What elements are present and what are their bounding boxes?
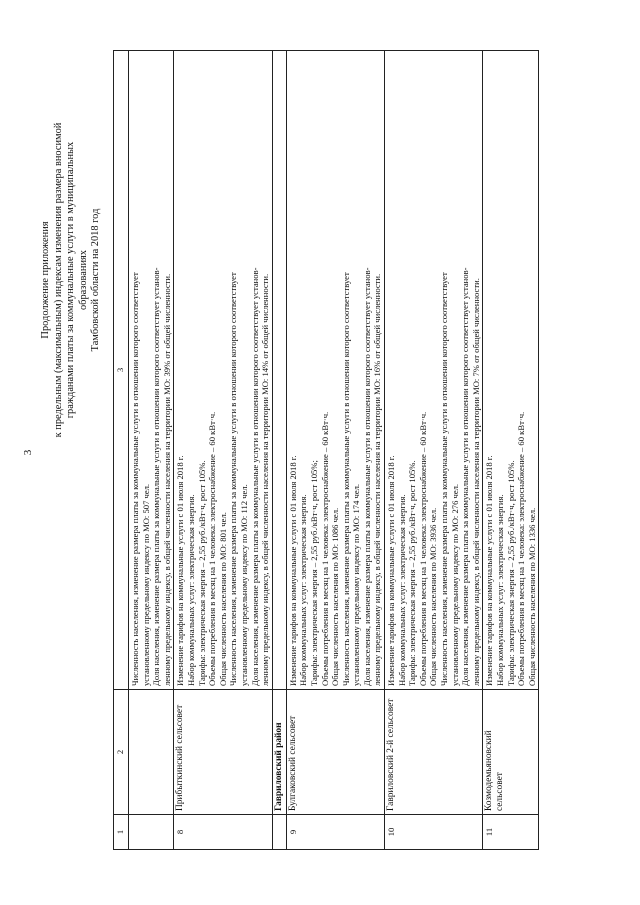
detail-line: Набор коммунальных услуг: электрическая энергия. bbox=[298, 494, 309, 686]
name-line: сельсовет bbox=[495, 772, 506, 811]
detail-line: ленному предельному индексу, в общей численности населения на территории МО: 16% от общей численности. bbox=[372, 273, 383, 686]
district-row bbox=[272, 51, 286, 850]
row-number: 11 bbox=[483, 815, 539, 850]
name-line: Булгаковский сельсовет bbox=[287, 715, 298, 811]
name-line: Гавриловский район bbox=[273, 722, 284, 811]
tariff-details bbox=[174, 51, 272, 690]
tariff-details bbox=[483, 51, 539, 690]
detail-line: ленному предельному индексу, в общей численности населения на территории МО: 39% от общей численности. bbox=[161, 273, 172, 686]
tariff-table bbox=[113, 50, 539, 850]
detail-line: установленному предельному индексу по МО: 174 чел. bbox=[351, 483, 362, 686]
detail-line: Доля населения, изменение размера платы за коммунальные услуги в отношении которого соответствует установ- bbox=[249, 267, 260, 686]
detail-line: Общая численность населения по МО: 3936 чел. bbox=[428, 507, 439, 686]
appendix-heading bbox=[40, 115, 103, 445]
detail-line: Тарифы: электрическая энергия – 2,55 руб./кВт·ч, рост 105%; bbox=[308, 460, 319, 686]
heading-line: Продолжение приложения bbox=[40, 221, 51, 339]
name-line: Гавриловский 2-й сельсовет bbox=[386, 698, 397, 811]
detail-line: Общая численность населения по МО: 801 чел. bbox=[217, 512, 228, 686]
row-number bbox=[272, 815, 286, 850]
detail-line: Численность населения, изменение размера платы за коммунальные услуги в отношении которого соответствует bbox=[130, 272, 140, 686]
tariff-details bbox=[286, 51, 384, 690]
page-number: 3 bbox=[22, 449, 34, 456]
table-header-row bbox=[114, 51, 129, 850]
detail-line: Набор коммунальных услуг: электрическая энергия. bbox=[495, 494, 505, 686]
detail-line: Общая численность населения по МО: 1336 чел. bbox=[526, 507, 537, 686]
detail-line: установленному предельному индексу по МО: 507 чел. bbox=[140, 483, 151, 686]
detail-line: Тарифы: электрическая энергия – 2,55 руб./кВт·ч, рост 105%. bbox=[505, 460, 516, 686]
detail-line: Объемы потребления в месяц на 1 человека: электроснабжение – 60 кВт·ч. bbox=[516, 411, 527, 686]
row-number: 8 bbox=[174, 815, 272, 850]
municipality-name bbox=[174, 690, 272, 815]
table-row bbox=[483, 51, 539, 850]
name-line: Прибыткинский сельсовет bbox=[175, 704, 186, 811]
municipality-name bbox=[483, 690, 539, 815]
detail-line: Численность населения, изменение размера платы за коммунальные услуги в отношении которого соответствует bbox=[439, 272, 450, 686]
detail-line: Численность населения, изменение размера платы за коммунальные услуги в отношении которого соответствует bbox=[228, 272, 239, 686]
detail-line: Изменение тарифов на коммунальные услуги с 01 июля 2018 г. bbox=[287, 455, 298, 686]
tariff-details bbox=[129, 51, 174, 690]
heading-line: гражданами платы за коммунальные услуги в муниципальных образованиях bbox=[65, 141, 89, 419]
municipality-name bbox=[385, 690, 483, 815]
detail-line: Объемы потребления в месяц на 1 человека: электроснабжение – 60 кВт·ч. bbox=[207, 411, 218, 686]
detail-line: ленному предельному индексу, в общей численности населения на территории МО: 14% от общей численности. bbox=[260, 273, 271, 686]
detail-line: Общая численность населения по МО: 1086 чел. bbox=[330, 507, 341, 686]
district-name bbox=[272, 690, 286, 815]
detail-line: Изменение тарифов на коммунальные услуги с 01 июля 2018 г. bbox=[175, 455, 186, 686]
name-line: Козмодемьяновский bbox=[484, 730, 495, 811]
table-row bbox=[129, 51, 174, 850]
detail-line: Объемы потребления в месяц на 1 человека: электроснабжение – 60 кВт·ч. bbox=[319, 411, 330, 686]
tariff-details bbox=[272, 51, 286, 690]
heading-line: Тамбовской области на 2018 год bbox=[90, 208, 102, 352]
column-header: 3 bbox=[114, 51, 129, 690]
detail-line: Набор коммунальных услуг: электрическая энергия. bbox=[396, 494, 407, 686]
table-row bbox=[174, 51, 272, 850]
column-header: 1 bbox=[114, 815, 129, 850]
detail-line: установленному предельному индексу по МО: 112 чел. bbox=[238, 484, 249, 686]
table-row bbox=[286, 51, 384, 850]
detail-line: Доля населения, изменение размера платы за коммунальные услуги в отношении которого соответствует установ- bbox=[361, 267, 372, 686]
row-number: 9 bbox=[286, 815, 384, 850]
detail-line: Изменение тарифов на коммунальные услуги с 01 июля 2018 г. bbox=[484, 455, 495, 686]
column-header: 2 bbox=[114, 690, 129, 815]
row-number bbox=[129, 815, 174, 850]
detail-line: Тарифы: электрическая энергия – 2,55 руб./кВт·ч, рост 105%. bbox=[407, 460, 418, 686]
table-row bbox=[385, 51, 483, 850]
detail-line: ленному предельному индексу, в общей численности населения на территории МО: 7% от общей численности. bbox=[470, 278, 481, 686]
row-number: 10 bbox=[385, 815, 483, 850]
detail-line: установленному предельному индексу по МО: 276 чел. bbox=[449, 483, 460, 686]
detail-line: Тарифы: электрическая энергия – 2,55 руб./кВт·ч, рост 105%. bbox=[196, 460, 207, 686]
detail-line: Численность населения, изменение размера платы за коммунальные услуги в отношении которого соответствует bbox=[340, 272, 351, 686]
municipality-name bbox=[129, 690, 174, 815]
detail-line: Доля населения, изменение размера платы за коммунальные услуги в отношении которого соответствует установ- bbox=[460, 267, 471, 686]
tariff-details bbox=[385, 51, 483, 690]
heading-line: к предельным (максимальным) индексам изменения размера вносимой bbox=[52, 122, 64, 438]
detail-line: Набор коммунальных услуг: электрическая энергия. bbox=[185, 494, 196, 686]
municipality-name bbox=[286, 690, 384, 815]
detail-line: Доля населения, изменение размера платы за коммунальные услуги в отношении которого соответствует установ- bbox=[151, 267, 162, 686]
detail-line: Объемы потребления в месяц на 1 человека: электроснабжение – 60 кВт·ч. bbox=[417, 411, 428, 686]
detail-line: Изменение тарифов на коммунальные услуги с 01 июля 2018 г. bbox=[386, 455, 397, 686]
